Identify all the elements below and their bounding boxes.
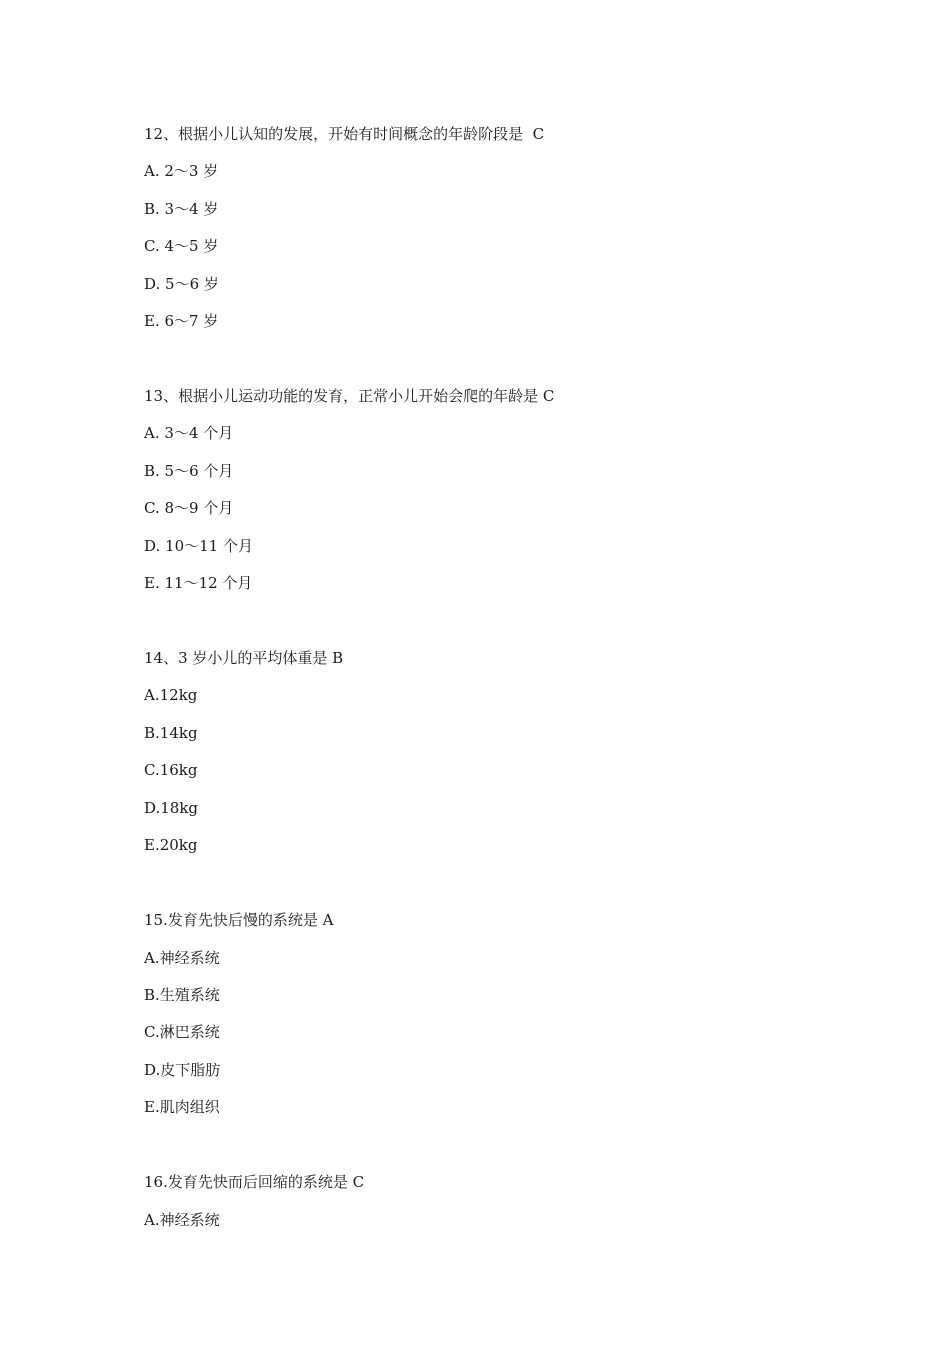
- option-b: B. 3～4 岁: [144, 200, 219, 218]
- option-a: A. 2～3 岁: [144, 162, 219, 180]
- option-b: B. 5～6 个月: [144, 462, 234, 480]
- option-a: A. 3～4 个月: [144, 424, 234, 442]
- option-c: C.淋巴系统: [144, 1023, 220, 1041]
- option-e: E.肌肉组织: [144, 1098, 220, 1116]
- question-stem: 13、根据小儿运动功能的发育，正常小儿开始会爬的年龄是 C: [144, 387, 555, 405]
- question-stem: 15.发育先快后慢的系统是 A: [144, 911, 334, 929]
- question-stem: 12、根据小儿认知的发展，开始有时间概念的年龄阶段是 C: [144, 125, 545, 143]
- question-stem: 16.发育先快而后回缩的系统是 C: [144, 1173, 365, 1191]
- option-e: E.20kg: [144, 836, 198, 854]
- option-a: A.12kg: [144, 686, 198, 704]
- option-b: B.生殖系统: [144, 986, 220, 1004]
- option-c: C.16kg: [144, 761, 198, 779]
- option-d: D.18kg: [144, 799, 199, 817]
- option-e: E. 11～12 个月: [144, 574, 253, 592]
- option-c: C. 8～9 个月: [144, 499, 234, 517]
- option-e: E. 6～7 岁: [144, 312, 219, 330]
- option-d: D. 5～6 岁: [144, 275, 219, 293]
- option-c: C. 4～5 岁: [144, 237, 219, 255]
- option-a: A.神经系统: [144, 1211, 220, 1229]
- option-d: D.皮下脂肪: [144, 1061, 221, 1079]
- option-b: B.14kg: [144, 724, 198, 742]
- question-stem: 14、3 岁小儿的平均体重是 B: [144, 649, 344, 667]
- option-a: A.神经系统: [144, 949, 220, 967]
- option-d: D. 10～11 个月: [144, 537, 253, 555]
